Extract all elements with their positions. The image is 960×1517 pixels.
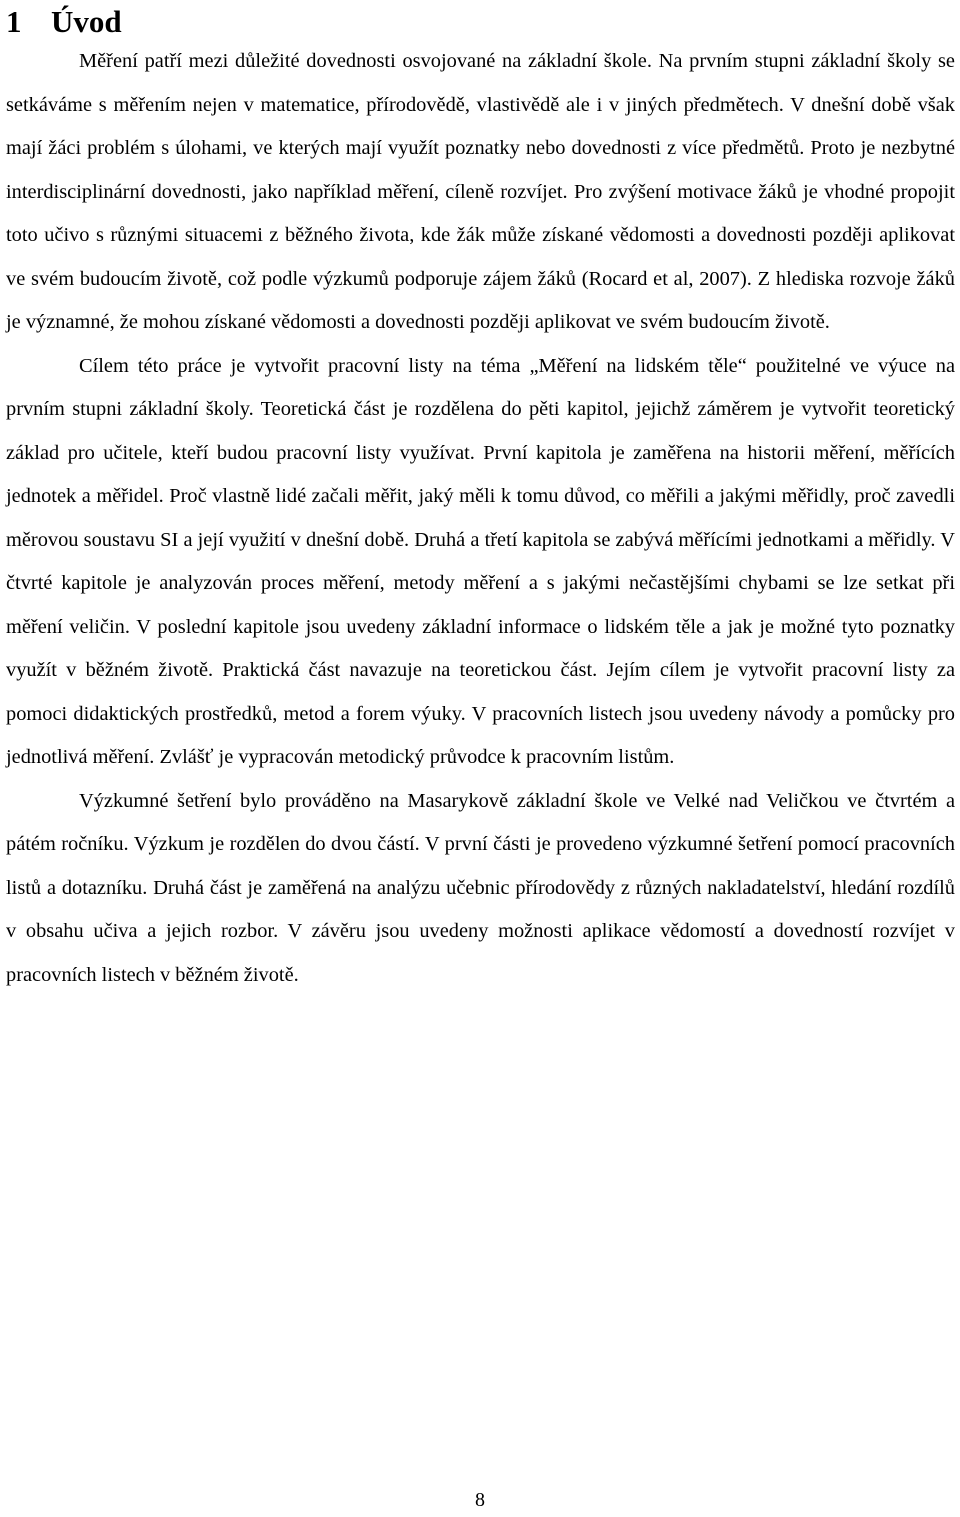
- chapter-number: 1: [6, 4, 22, 39]
- paragraph-2: Cílem této práce je vytvořit pracovní listy na téma „Měření na lidském těle“ použitelné ve výuce na prvním stupni základní školy. Teoretická část je rozdělena do pěti kapitol, jejichž záměrem je vytvořit teoretický základ pro učitele, kteří budou pracovní listy využívat. První kapitola je zaměřena na historii měření, měřících jednotek a měřidel. Proč vlastně lidé začali měřit, jaký měli k tomu důvod, co měřili a jakými měřidly, proč zavedli měrovou soustavu SI a její využití v dnešní době. Druhá a třetí kapitola se zabývá měřícími jednotkami a měřidly. V čtvrté kapitole je analyzován proces měření, metody měření a s jakými nečastějšími chybami se lze setkat při měření veličin. V poslední kapitole jsou uvedeny základní informace o lidském těle a jak je možné tyto poznatky využít v běžném životě. Praktická část navazuje na teoretickou část. Jejím cílem je vytvořit pracovní listy za pomoci didaktických prostředků, metod a forem výuky. V pracovních listech jsou uvedeny návody a pomůcky pro jednotlivá měření. Zvlášť je vypracován metodický průvodce k pracovním listům.: [6, 354, 955, 768]
- paragraph-1: Měření patří mezi důležité dovednosti osvojované na základní škole. Na prvním stupni základní školy se setkáváme s měřením nejen v matematice, přírodovědě, vlastivědě ale i v jiných předmětech. V dnešní době však mají žáci problém s úlohami, ve kterých mají využít poznatky nebo dovednosti z více předmětů. Proto je nezbytné interdisciplinární dovednosti, jako například měření, cíleně rozvíjet. Pro zvýšení motivace žáků je vhodné propojit toto učivo s různými situacemi z běžného života, kde žák může získané vědomosti a dovednosti později aplikovat ve svém budoucím životě, což podle výzkumů podporuje zájem žáků (Rocard et al, 2007). Z hlediska rozvoje žáků je významné, že mohou získané vědomosti a dovednosti později aplikovat ve svém budoucím životě.: [6, 50, 955, 333]
- paragraph-3: Výzkumné šetření bylo prováděno na Masarykově základní škole ve Velké nad Veličkou ve čtvrtém a pátém ročníku. Výzkum je rozdělen do dvou částí. V první části je provedeno výzkumné šetření pomocí pracovních listů a dotazníku. Druhá část je zaměřená na analýzu učebnic přírodovědy z různých nakladatelství, hledání rozdílů v obsahu učiva a jejich rozbor. V závěru jsou uvedeny možnosti aplikace vědomostí a dovedností rozvíjet v pracovních listech v běžném životě.: [6, 789, 955, 986]
- chapter-title: Úvod: [51, 4, 122, 39]
- page-number: 8: [475, 1489, 485, 1511]
- chapter-heading: [6, 2, 122, 42]
- chapter-body: [6, 40, 955, 997]
